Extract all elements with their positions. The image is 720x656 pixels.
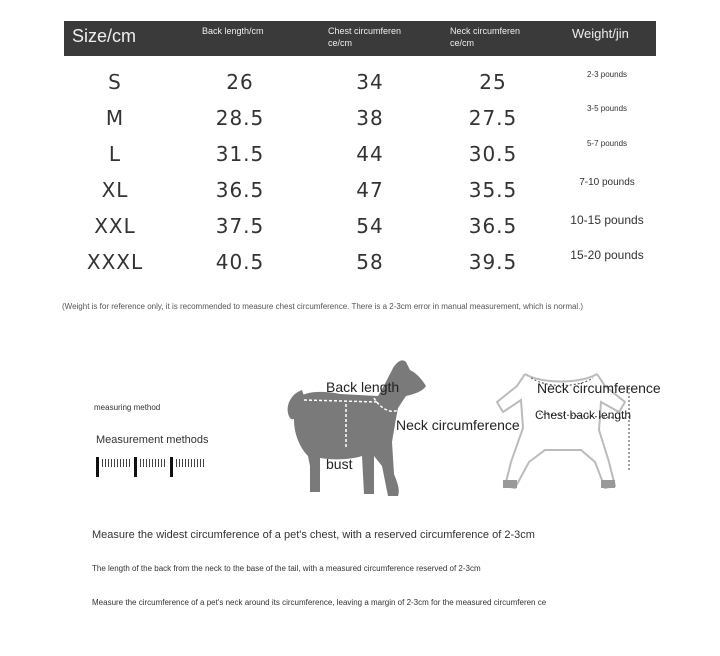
- size-cell: XL: [101, 178, 129, 202]
- chest-cell: 58: [356, 250, 384, 274]
- header-back-length: Back length/cm: [202, 26, 264, 36]
- size-cell: M: [105, 106, 125, 130]
- instruction-chest: Measure the widest circumference of a pet's chest, with a reserved circumference of 2-3cm: [92, 529, 535, 541]
- reference-note: (Weight is for reference only, it is recommended to measure chest circumference. There is a 2-3cm error in manual measurement, which is normal.): [62, 302, 584, 311]
- back-cell: 40.5: [215, 250, 265, 274]
- neck-cell: 39.5: [468, 250, 518, 274]
- clothes-chest-back-label: Chest back length: [535, 408, 632, 422]
- dog-bust-label: bust: [326, 456, 353, 472]
- clothes-neck-label: Neck circumference: [537, 380, 661, 396]
- weight-cell: 2-3 pounds: [586, 70, 628, 79]
- size-cell: XXL: [94, 214, 136, 238]
- dog-neck-label: Neck circumference: [396, 417, 520, 433]
- header-weight: Weight/jin: [572, 26, 629, 41]
- weight-cell: 7-10 pounds: [579, 177, 635, 188]
- instruction-back: The length of the back from the neck to the base of the tail, with a measured circumference reserved of 2-3cm: [92, 564, 481, 573]
- table-row: [64, 214, 656, 250]
- table-row: [64, 139, 656, 178]
- chest-cell: 44: [356, 142, 384, 166]
- header-size: Size/cm: [72, 26, 137, 46]
- size-cell: S: [108, 70, 122, 94]
- table-row: [64, 250, 656, 286]
- table-row: [64, 106, 656, 142]
- weight-cell: 5-7 pounds: [586, 139, 628, 148]
- tape-measure-icon: [96, 455, 210, 477]
- back-cell: 31.5: [215, 142, 265, 166]
- back-cell: 26: [226, 70, 254, 94]
- weight-cell: 15-20 pounds: [570, 248, 644, 262]
- table-row: [64, 70, 656, 106]
- size-cell: L: [108, 142, 122, 166]
- instruction-neck: Measure the circumference of a pet's neck around its circumference, leaving a margin of 2-3cm for the measured circumferen ce: [92, 598, 547, 607]
- weight-cell: 3-5 pounds: [586, 104, 628, 113]
- neck-cell: 36.5: [468, 214, 518, 238]
- measurement-methods-label: Measurement methods: [96, 434, 209, 446]
- dog-back-length-label: Back length: [326, 379, 400, 395]
- size-cell: XXXL: [86, 250, 144, 274]
- header-chest: Chest circumferen ce/cm: [328, 26, 402, 48]
- clothes-diagram: [485, 366, 675, 501]
- table-header: [64, 21, 656, 56]
- chest-cell: 47: [356, 178, 384, 202]
- back-cell: 37.5: [215, 214, 265, 238]
- chest-cell: 38: [356, 106, 384, 130]
- neck-cell: 30.5: [468, 142, 518, 166]
- table-row: [64, 178, 656, 214]
- chest-cell: 34: [356, 70, 384, 94]
- weight-cell: 10-15 pounds: [570, 213, 644, 227]
- back-cell: 28.5: [215, 106, 265, 130]
- back-cell: 36.5: [215, 178, 265, 202]
- chest-cell: 54: [356, 214, 384, 238]
- neck-cell: 35.5: [468, 178, 518, 202]
- measuring-method-label: measuring method: [94, 403, 161, 412]
- neck-cell: 27.5: [468, 106, 518, 130]
- header-neck: Neck circumferen ce/cm: [450, 26, 521, 48]
- neck-cell: 25: [479, 70, 507, 94]
